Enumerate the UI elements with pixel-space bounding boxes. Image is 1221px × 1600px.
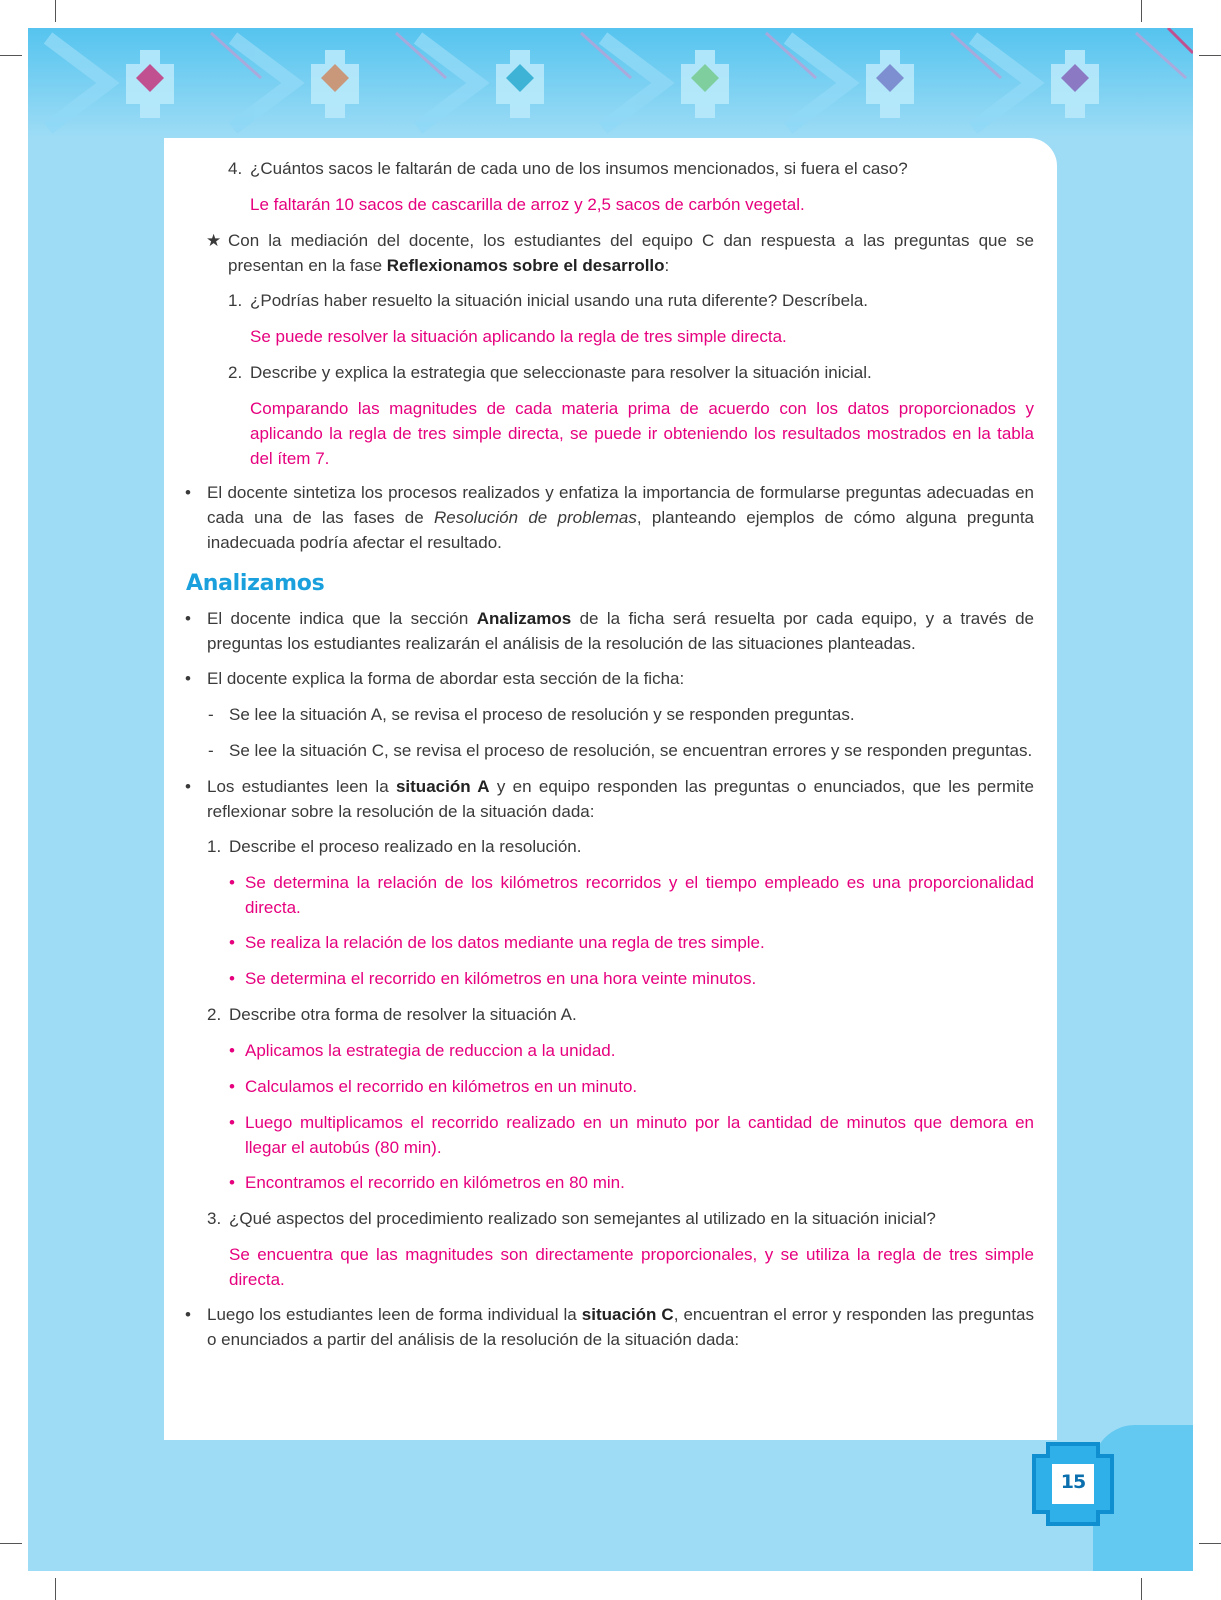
bullet-icon: •	[229, 1113, 235, 1132]
bullet-text: El docente sintetiza los procesos realizados y enfatiza la importancia de formularse preguntas adecuadas en cada una de las fases de	[207, 483, 1034, 527]
crop-mark	[55, 1578, 56, 1600]
section-heading: Analizamos	[186, 571, 325, 596]
question-text: Describe el proceso realizado en la resolución.	[229, 837, 582, 856]
situation-name: situación C	[581, 1305, 674, 1324]
bullet-icon: •	[185, 1305, 191, 1324]
crop-mark	[1199, 1543, 1221, 1544]
bullet-text-end: , planteando ejemplos de cómo alguna pregunta inadecuada podría afectar el resultado.	[207, 508, 1035, 552]
answer-item: Se determina el recorrido en kilómetros en una hora veinte minutos.	[245, 969, 757, 988]
dash-icon: -	[208, 705, 214, 724]
bullet-icon: •	[229, 1173, 235, 1192]
answer-text: Se encuentra que las magnitudes son directamente proporcionales, y se utiliza la regla de tres simple directa.	[229, 1245, 1034, 1289]
bullet-text-end: de la ficha será resuelta por cada equipo, y a través de preguntas los estudiantes realizarán el análisis de la resolución de las situaciones planteadas.	[207, 609, 1034, 653]
crop-mark	[1141, 1578, 1142, 1600]
bullet-text-end: y en equipo responden las preguntas o enunciados, que les permite reflexionar sobre la resolución de la situación dada:	[207, 777, 1034, 821]
bullet-paragraph: El docente explica la forma de abordar esta sección de la ficha:	[207, 669, 685, 688]
bullet-text: Los estudiantes leen la	[207, 777, 396, 796]
bullet-icon: •	[185, 483, 191, 502]
bullet-text-end: , encuentran el error y responden las preguntas o enunciados a partir del análisis de la resolución de la situación dada:	[207, 1305, 1034, 1349]
dash-item: Se lee la situación A, se revisa el proceso de resolución y se responden preguntas.	[229, 705, 855, 724]
decorative-banner	[28, 28, 1193, 138]
star-icon: ★	[206, 231, 222, 250]
answer-text: Comparando las magnitudes de cada materia prima de acuerdo con los datos proporcionados y aplicando la regla de tres simple directa, se puede ir obteniendo los resultados mostrados en la tabla del ítem 7.	[250, 399, 1034, 468]
item-number: 2.	[207, 1005, 222, 1024]
page-number: 15	[1060, 1471, 1086, 1493]
crop-mark	[0, 55, 22, 56]
phase-name: Reflexionamos sobre el desarrollo	[386, 256, 665, 275]
bullet-paragraph	[207, 606, 1034, 656]
answer-text: Se puede resolver la situación aplicando la regla de tres simple directa.	[250, 327, 787, 346]
bullet-icon: •	[229, 1077, 235, 1096]
answer-item: Se realiza la relación de los datos mediante una regla de tres simple.	[245, 933, 765, 952]
star-paragraph-text: Con la mediación del docente, los estudiantes del equipo C dan respuesta a las preguntas que se presentan en la fase	[228, 231, 1034, 275]
bullet-paragraph	[207, 480, 1034, 555]
item-number: 2.	[228, 363, 243, 382]
answer-text: Le faltarán 10 sacos de cascarilla de arroz y 2,5 sacos de carbón vegetal.	[250, 195, 805, 214]
bullet-icon: •	[229, 969, 235, 988]
answer-item: Encontramos el recorrido en kilómetros en 80 min.	[245, 1173, 625, 1192]
question-text: ¿Qué aspectos del procedimiento realizado son semejantes al utilizado en la situación inicial?	[229, 1209, 936, 1228]
section-name: Analizamos	[476, 609, 572, 628]
question-text: ¿Cuántos sacos le faltarán de cada uno de los insumos mencionados, si fuera el caso?	[250, 159, 908, 178]
star-paragraph	[228, 228, 1034, 278]
answer-item: Se determina la relación de los kilómetros recorridos y el tiempo empleado es una proporcionalidad directa.	[245, 873, 1034, 917]
bullet-icon: •	[229, 873, 235, 892]
answer-item: Aplicamos la estrategia de reduccion a la unidad.	[245, 1041, 616, 1060]
item-number: 1.	[207, 837, 222, 856]
dash-item: Se lee la situación C, se revisa el proceso de resolución, se encuentran errores y se responden preguntas.	[229, 741, 1033, 760]
bullet-text: El docente indica que la sección	[207, 609, 477, 628]
bullet-paragraph	[207, 1302, 1034, 1352]
question-text: Describe y explica la estrategia que seleccionaste para resolver la situación inicial.	[250, 363, 872, 382]
question-text: ¿Podrías haber resuelto la situación inicial usando una ruta diferente? Descríbela.	[250, 291, 869, 310]
emphasis-text: Resolución de problemas	[433, 508, 637, 527]
answer-item: Calculamos el recorrido en kilómetros en un minuto.	[245, 1077, 638, 1096]
item-number: 1.	[228, 291, 243, 310]
bullet-text: Luego los estudiantes leen de forma individual la	[207, 1305, 582, 1324]
item-number: 3.	[207, 1209, 222, 1228]
bullet-icon: •	[229, 1041, 235, 1060]
item-number: 4.	[228, 159, 243, 178]
bullet-icon: •	[185, 609, 191, 628]
bullet-icon: •	[185, 777, 191, 796]
bullet-icon: •	[229, 933, 235, 952]
crop-mark	[1199, 55, 1221, 56]
bullet-paragraph	[207, 774, 1034, 824]
star-paragraph-end: :	[664, 256, 670, 275]
crop-mark	[0, 1543, 22, 1544]
crop-mark	[1141, 0, 1142, 22]
situation-name: situación A	[395, 777, 490, 796]
crop-mark	[55, 0, 56, 22]
answer-item: Luego multiplicamos el recorrido realizado en un minuto por la cantidad de minutos que demora en llegar el autobús (80 min).	[245, 1113, 1034, 1157]
bullet-icon: •	[185, 669, 191, 688]
dash-icon: -	[208, 741, 214, 760]
question-text: Describe otra forma de resolver la situación A.	[229, 1005, 577, 1024]
